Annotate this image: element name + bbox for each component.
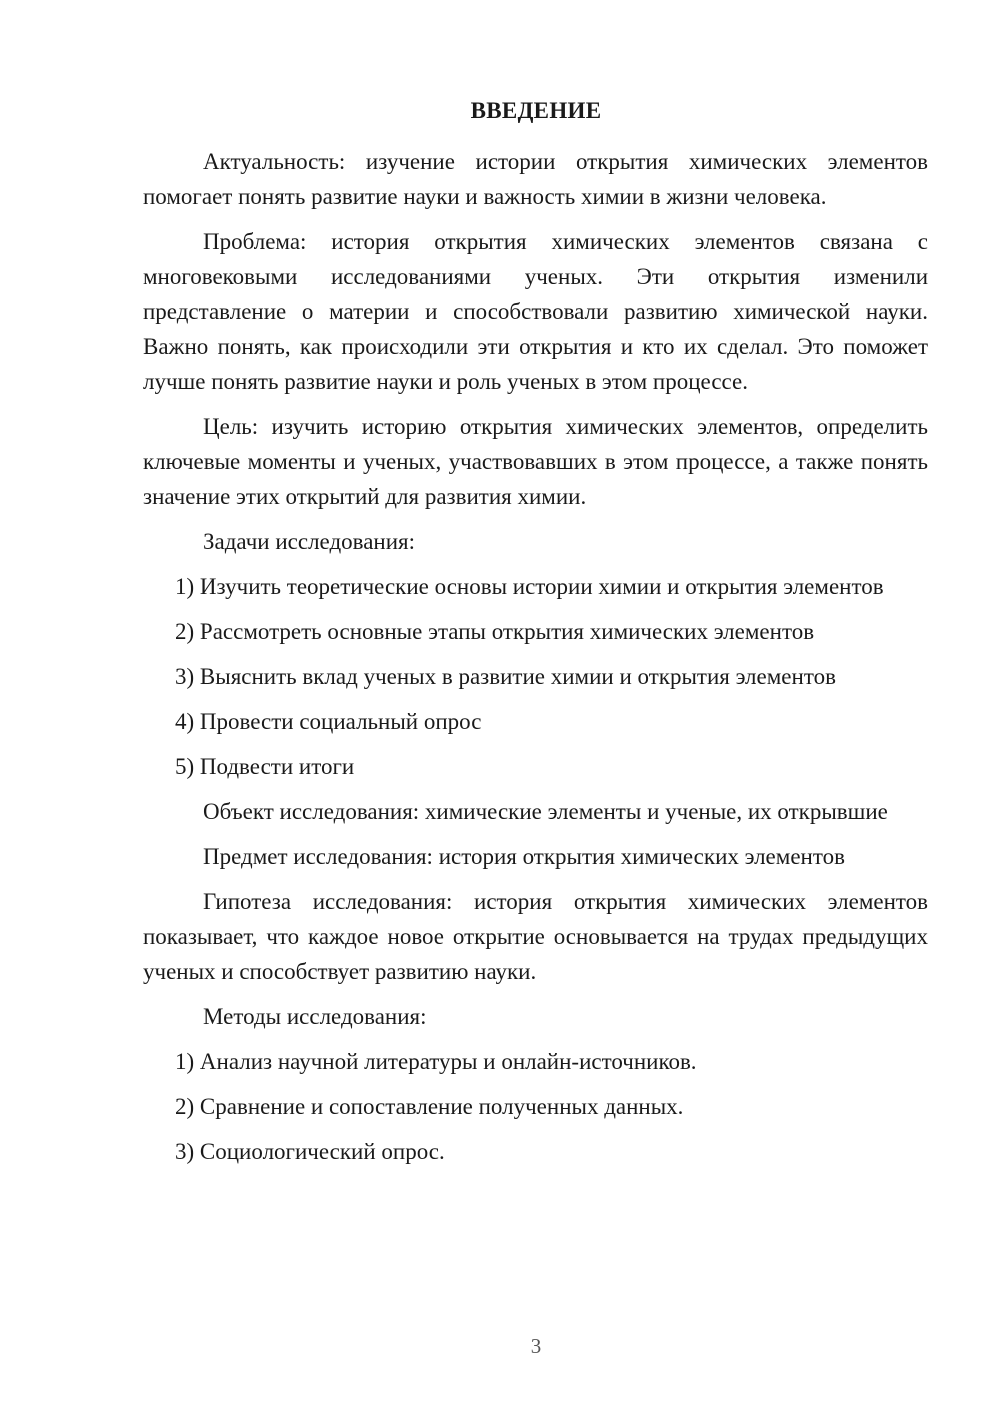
hypothesis-paragraph: Гипотеза исследования: история открытия химических элементов показывает, что каждое новое открытие основывается на трудах предыдущих ученых и способствует развитию науки.: [143, 889, 928, 984]
task-item: 4) Провести социальный опрос: [175, 709, 482, 734]
tasks-heading: Задачи исследования:: [203, 529, 416, 554]
task-item: 1) Изучить теоретические основы истории химии и открытия элементов: [175, 574, 884, 599]
problem-paragraph: Проблема: история открытия химических элементов связана с многовековыми исследованиями ученых. Эти открытия изменили представление о материи и способствовали развитию химической науки. Важно понять, как происходили эти открытия и кто их сделал. Это поможет лучше понять развитие науки и роль ученых в этом процессе.: [143, 229, 928, 394]
goal-paragraph: Цель: изучить историю открытия химических элементов, определить ключевые моменты и ученых, участвовавших в этом процессе, а также понять значение этих открытий для развития химии.: [143, 414, 928, 509]
method-item: 2) Сравнение и сопоставление полученных данных.: [175, 1094, 684, 1119]
page-heading: ВВЕДЕНИЕ: [470, 98, 602, 123]
method-item: 1) Анализ научной литературы и онлайн-источников.: [175, 1049, 697, 1074]
object-paragraph: Объект исследования: химические элементы и ученые, их открывшие: [203, 799, 888, 824]
page-number: 3: [530, 1334, 542, 1358]
task-item: 5) Подвести итоги: [175, 754, 355, 779]
subject-paragraph: Предмет исследования: история открытия химических элементов: [203, 844, 845, 869]
relevance-paragraph: Актуальность: изучение истории открытия химических элементов помогает понять развитие науки и важность химии в жизни человека.: [143, 149, 928, 209]
task-item: 2) Рассмотреть основные этапы открытия химических элементов: [175, 619, 815, 644]
method-item: 3) Социологический опрос.: [175, 1139, 445, 1164]
task-item: 3) Выяснить вклад ученых в развитие химии и открытия элементов: [175, 664, 836, 689]
methods-heading: Методы исследования:: [203, 1004, 427, 1029]
document-body: [143, 144, 928, 1179]
